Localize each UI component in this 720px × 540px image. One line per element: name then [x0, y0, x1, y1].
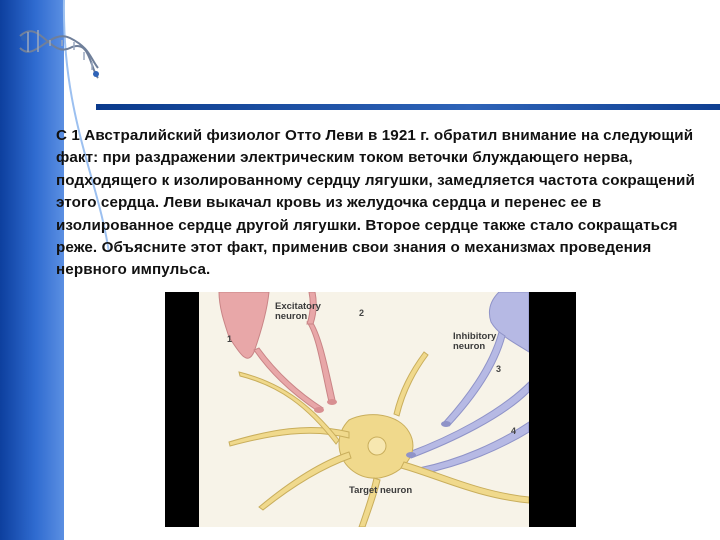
excitatory-label-line1: Excitatory: [275, 301, 321, 312]
excitatory-neuron-label: [275, 302, 321, 322]
figure-number-3: 3: [496, 364, 502, 374]
target-neuron-label: Target neuron: [349, 485, 413, 496]
inhibitory-neuron-shape: [409, 292, 529, 474]
synapse-4: [406, 452, 416, 458]
figure-number-2: 2: [359, 308, 365, 318]
header-divider-bar: [96, 104, 720, 110]
synapse-1: [314, 407, 324, 413]
neuron-figure: [165, 292, 576, 527]
inhibitory-label-line1: Inhibitory: [453, 331, 497, 342]
inhibitory-label-line2: neuron: [453, 341, 486, 352]
figure-number-1: 1: [227, 334, 233, 344]
target-nucleus: [368, 437, 386, 455]
figure-number-4: 4: [511, 426, 517, 436]
task-text: С 1 Австралийский физиолог Отто Леви в 1921 г. обратил внимание на следующий факт: при раздражении электрическим током веточки блуждающего нерва, подходящего к изолированному сердцу лягушки, замедляется частота сокращений этого сердца. Леви выкачал кровь из желудочка сердца и перенес ее в изолированное сердце другой лягушки. Второе сердце также стало сокращаться реже. Объясните этот факт, применив свои знания о механизмах проведения нервного импульса.: [56, 127, 695, 279]
neuron-illustration: [199, 292, 529, 527]
synapse-2: [327, 399, 337, 405]
dna-helix-icon: [10, 8, 100, 88]
excitatory-label-line2: neuron: [275, 311, 308, 322]
synapse-3: [441, 421, 451, 427]
inhibitory-neuron-label: [453, 332, 496, 352]
